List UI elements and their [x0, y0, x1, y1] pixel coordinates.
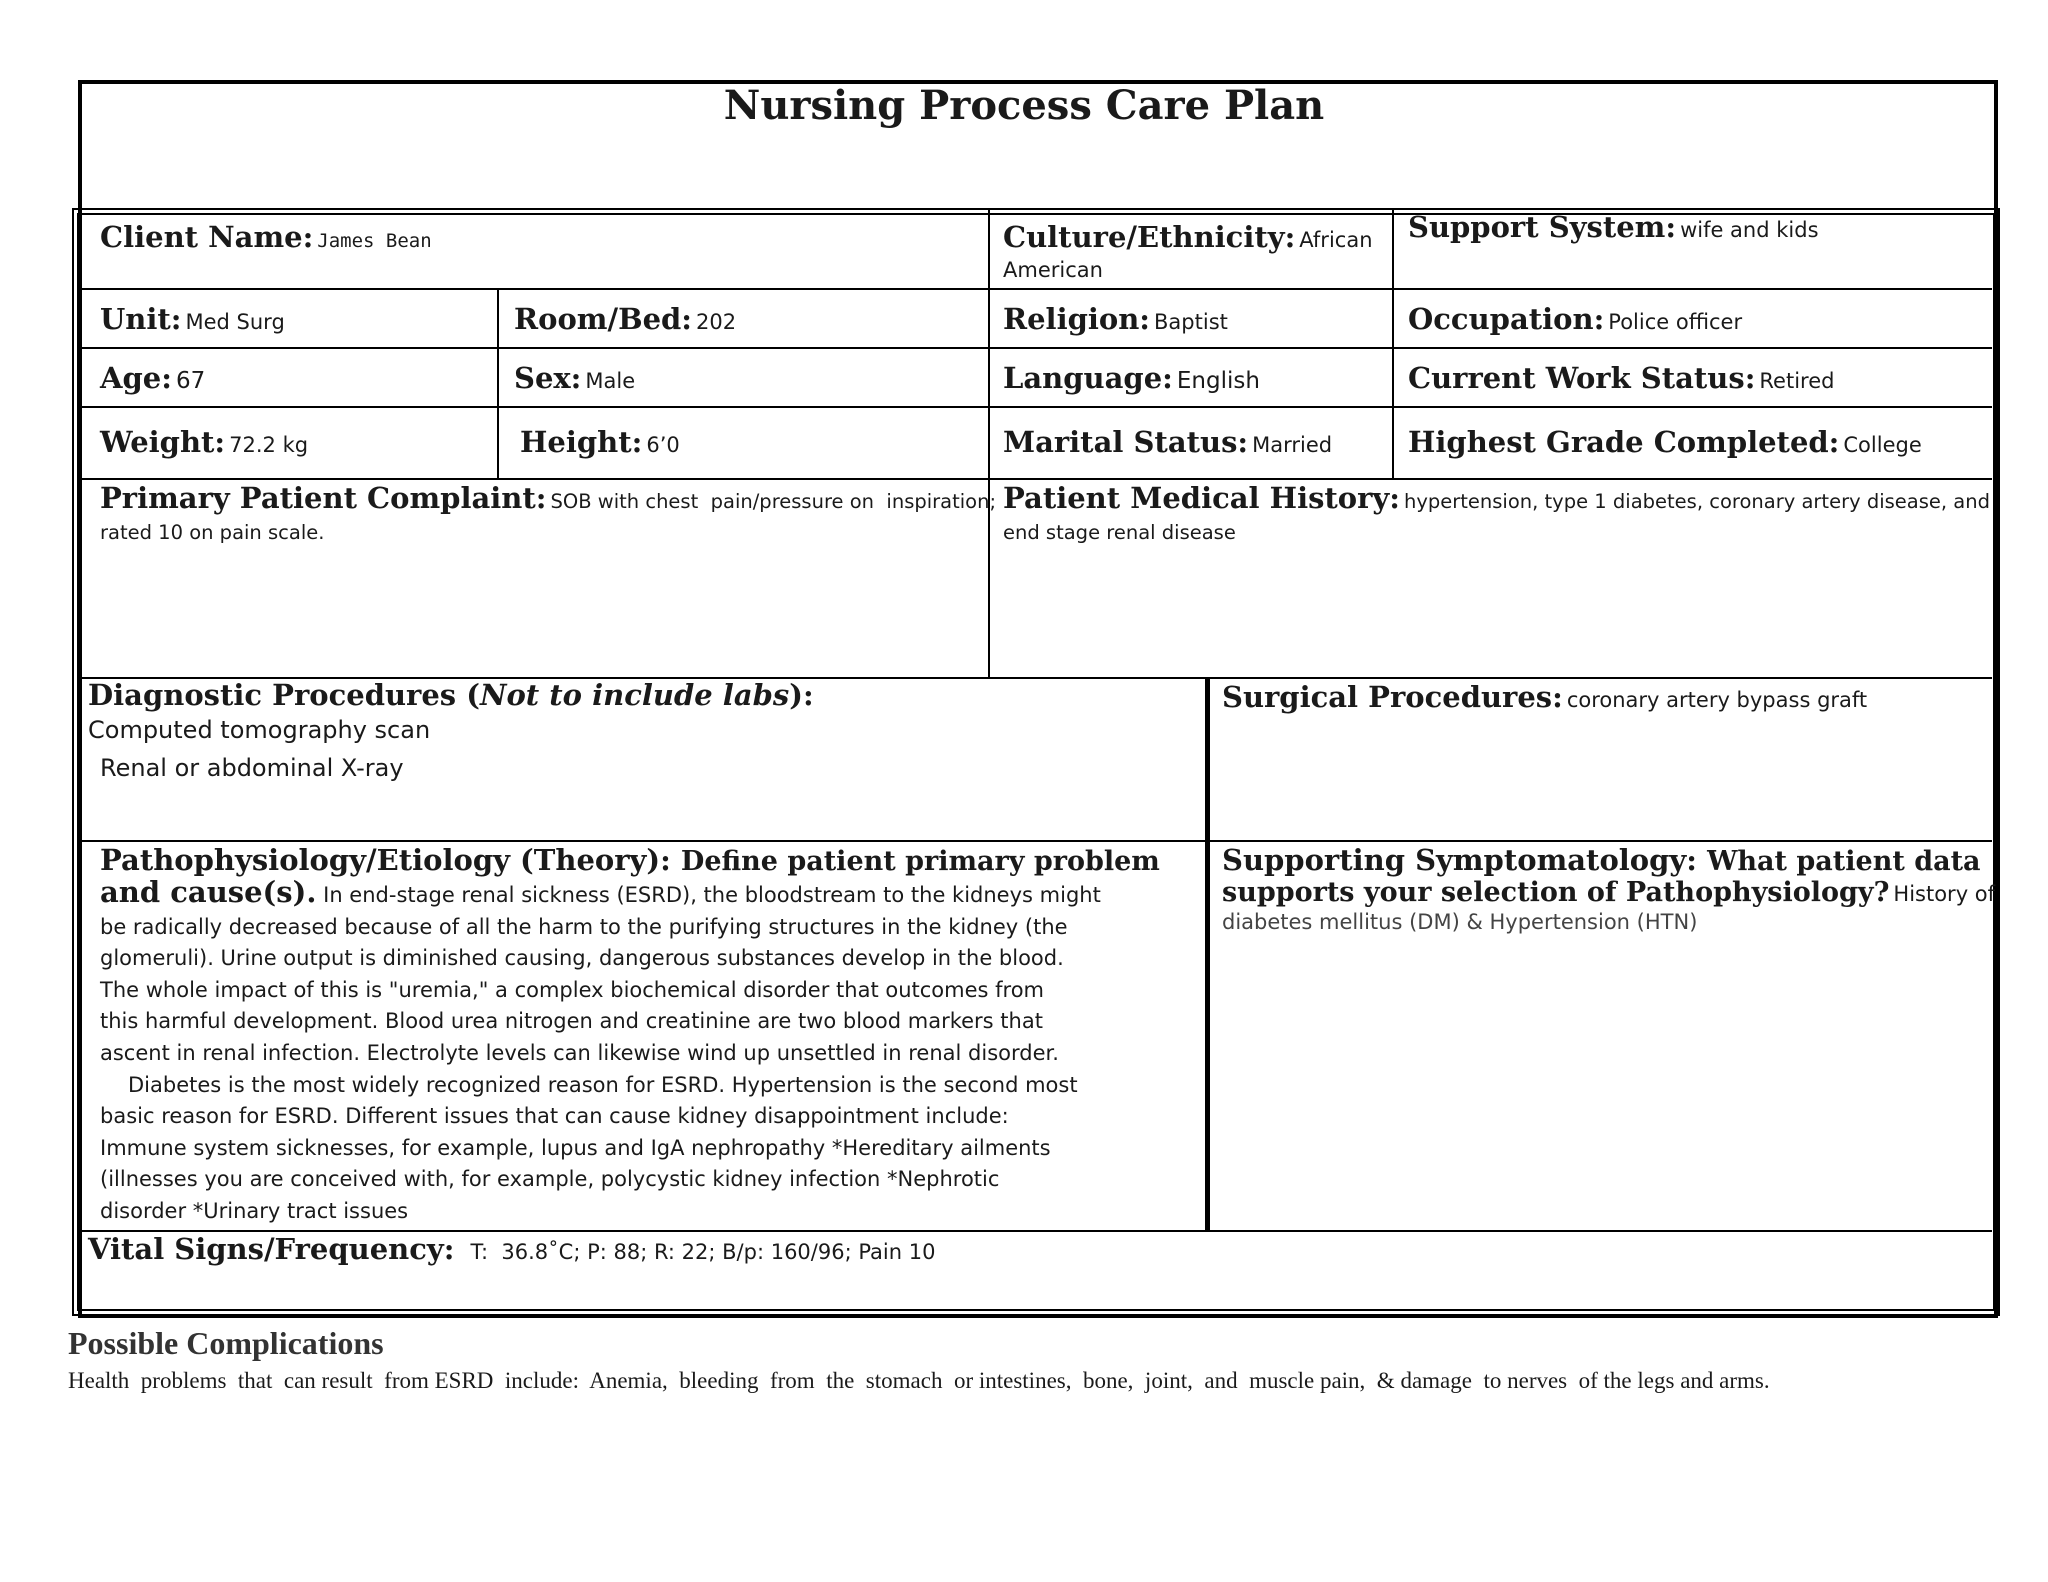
complaint-value-line1: SOB with chest pain/pressure on inspiration; — [550, 490, 997, 513]
diagnostic-item: Renal or abdominal X-ray — [100, 754, 404, 782]
unit-label: Unit: — [100, 302, 182, 336]
surgical-value: coronary artery bypass graft — [1566, 688, 1868, 712]
sex-label: Sex: — [514, 361, 582, 395]
patho-line: Immune system sicknesses, for example, lupus and IgA nephropathy *Hereditary ailments — [100, 1135, 1051, 1160]
grade-label: Highest Grade Completed: — [1408, 425, 1840, 459]
patho-line: be radically decreased because of all the harm to the purifying structures in the kidney (the — [100, 914, 1068, 939]
religion-cell — [1003, 302, 1228, 336]
patho-line: In end-stage renal sickness (ESRD), the bloodstream to the kidneys might — [323, 883, 1101, 907]
height-cell — [520, 425, 680, 459]
religion-label: Religion: — [1003, 302, 1151, 336]
culture-cell — [1003, 220, 1373, 282]
patho-line: basic reason for ESRD. Different issues that can cause kidney disappointment include: — [100, 1104, 1009, 1129]
history-label: Patient Medical History: — [1003, 481, 1400, 515]
height-value: 6’0 — [646, 433, 680, 457]
marital-value: Married — [1252, 433, 1333, 457]
culture-value-line2: American — [1003, 258, 1103, 282]
patho-line: Diabetes is the most widely recognized reason for ESRD. Hypertension is the second most — [128, 1072, 1078, 1097]
unit-value: Med Surg — [185, 310, 285, 334]
client-name-value: James Bean — [317, 230, 432, 252]
history-cell — [1003, 481, 1993, 544]
room-label: Room/Bed: — [514, 302, 693, 336]
religion-value: Baptist — [1154, 310, 1228, 334]
complaint-value-line2: rated 10 on pain scale. — [100, 521, 325, 544]
patho-line: ascent in renal infection. Electrolyte levels can likewise wind up unsettled in renal disorder. — [100, 1040, 1059, 1065]
history-value-line2: end stage renal disease — [1003, 521, 1236, 544]
weight-label: Weight: — [100, 425, 226, 459]
unit-cell — [100, 302, 285, 336]
age-cell — [100, 361, 205, 395]
occupation-cell — [1408, 302, 1742, 336]
patho-line: The whole impact of this is "uremia," a complex biochemical disorder that outcomes from — [100, 977, 1044, 1002]
patho-label-line1 — [100, 843, 1200, 877]
column-divider — [1392, 210, 1394, 478]
age-label: Age: — [100, 361, 172, 395]
patho-line: glomeruli). Urine output is diminished causing, dangerous substances develop in the blood. — [100, 946, 1064, 971]
work-status-label: Current Work Status: — [1408, 361, 1756, 395]
history-value-line1: hypertension, type 1 diabetes, coronary artery disease, and — [1403, 490, 1990, 513]
vitals-label: Vital Signs/Frequency: — [88, 1232, 455, 1266]
height-label: Height: — [520, 425, 643, 459]
patho-body — [100, 877, 1200, 1228]
work-status-value: Retired — [1759, 369, 1835, 393]
patho-prompt: Define patient primary problem — [680, 846, 1160, 877]
patho-line: this harmful development. Blood urea nitrogen and creatinine are two blood markers that — [100, 1009, 1043, 1034]
complaint-label: Primary Patient Complaint — [100, 481, 536, 515]
room-value: 202 — [696, 310, 737, 334]
patho-line: disorder *Urinary tract issues — [100, 1198, 409, 1223]
diagnostic-label — [88, 678, 1198, 712]
surgical-label: Surgical Procedures: — [1222, 680, 1563, 714]
support-label: Support System: — [1408, 210, 1677, 244]
symptomatology-value: History of — [1893, 882, 1996, 906]
symptomatology-prompt-end: supports your selection of Pathophysiology? — [1222, 877, 1890, 908]
vitals-value: T: 36.8˚C; P: 88; R: 22; B/p: 160/96; Pain 10 — [470, 1240, 936, 1264]
page-title: Nursing Process Care Plan — [723, 82, 1325, 129]
room-cell — [514, 302, 736, 336]
diagnostic-label-end: ): — [789, 678, 814, 712]
vitals-cell — [88, 1232, 935, 1266]
client-name-cell — [100, 220, 432, 254]
culture-label: Culture/Ethnicity: — [1003, 220, 1296, 254]
column-divider — [988, 210, 990, 677]
weight-value: 72.2 kg — [229, 433, 309, 457]
complaint-cell — [100, 481, 997, 544]
work-status-cell — [1408, 361, 1834, 395]
column-divider — [1205, 677, 1210, 1230]
surgical-cell — [1222, 680, 1867, 714]
pathophysiology-cell — [100, 843, 1200, 1228]
support-value: wife and kids — [1680, 218, 1819, 242]
culture-value-line1: African — [1299, 228, 1373, 252]
symptomatology-label-line1 — [1222, 843, 1982, 877]
row-divider — [82, 478, 1992, 480]
diagnostic-item: Computed tomography scan — [88, 716, 431, 744]
grade-value: College — [1843, 433, 1922, 457]
grade-cell — [1408, 425, 1922, 459]
marital-cell — [1003, 425, 1332, 459]
marital-label: Marital Status: — [1003, 425, 1249, 459]
diagnostic-cell — [88, 678, 1198, 782]
symptomatology-value-line2: diabetes mellitus (DM) & Hypertension (HTN) — [1222, 910, 1698, 934]
column-divider — [497, 290, 499, 478]
age-value: 67 — [175, 368, 206, 394]
support-cell — [1408, 210, 1819, 244]
symptomatology-cell — [1222, 843, 1996, 934]
complications-title: Possible Complications — [68, 1325, 384, 1361]
language-label: Language: — [1003, 361, 1173, 395]
symptomatology-prompt: What patient data — [1707, 846, 1981, 877]
row-divider — [82, 406, 1992, 408]
row-divider — [82, 347, 1992, 349]
patho-prompt-end: and cause(s). — [100, 875, 317, 909]
diagnostic-label-text: Diagnostic Procedures ( — [88, 678, 480, 712]
diagnostic-label-italic: Not to include labs — [479, 678, 790, 712]
sex-cell — [514, 361, 635, 395]
symptomatology-label: Supporting Symptomatology: — [1222, 843, 1697, 877]
patho-label: Pathophysiology/Etiology (Theory): — [100, 843, 671, 877]
sex-value: Male — [585, 369, 636, 393]
complaint-label-colon: : — [535, 481, 547, 515]
patho-line: (illnesses you are conceived with, for example, polycystic kidney infection *Nephrotic — [100, 1167, 1000, 1192]
client-name-label: Client Name: — [100, 220, 314, 254]
occupation-value: Police officer — [1608, 310, 1743, 334]
language-value: English — [1176, 368, 1260, 394]
row-divider — [82, 840, 1992, 842]
weight-cell — [100, 425, 308, 459]
row-divider — [82, 288, 1992, 290]
language-cell — [1003, 361, 1260, 395]
occupation-label: Occupation: — [1408, 302, 1605, 336]
complications-text: Health problems that can result from ESRD include: Anemia, bleeding from the stomach or intestines, bone, joint, and muscle pain, & damage to nerves of the legs and arms. — [68, 1368, 1770, 1393]
